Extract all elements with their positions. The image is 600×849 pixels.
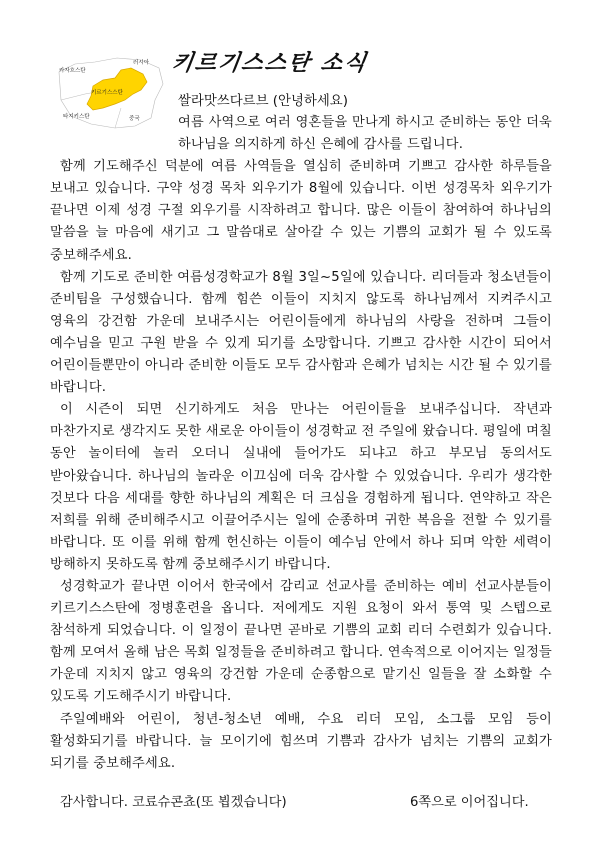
paragraph-vacation-bible-school: 함께 기도로 준비한 여름성경학교가 8월 3일~5일에 있습니다. 리더들과 청소년들이 준비팀을 구성했습니다. 함께 힘쓴 이들이 지치지 않도록 하나님께서 지켜주시고 영육의 강건함 가운데 보내주시는 어린이들에게 하나님의 사랑을 전하며 그들이 예수님을 믿고 구원 받을 수 있게 되기를 소망합니다. 기쁘고 감사한 시간이 되어서 어린이들뿐만이 아니라 준비한 이들도 모두 감사함과 은혜가 넘치는 시간 될 수 있기를 바랍니다. — [50, 269, 552, 396]
letter-body — [50, 112, 552, 775]
paragraph-bible-memorization: 함께 기도해주신 덕분에 여름 사역들을 열심히 준비하며 기쁘고 감사한 하루들을 보내고 있습니다. 구약 성경 목차 외우기가 8월에 있습니다. 이번 성경목차 외우기가 끝나면 이제 성경 구절 외우기를 시작하려고 합니다. 많은 이들이 참여하여 하나님의 말씀을 늘 마음에 새기고 그 말씀대로 살아갈 수 있는 기쁨의 교회가 될 수 있도록 중보해주세요. — [50, 159, 553, 263]
paragraph-new-children: 이 시즌이 되면 신기하게도 처음 만나는 어린이들을 보내주십니다. 작년과 마찬가지로 생각지도 못한 새로운 아이들이 성경학교 전 주일에 왔습니다. 평일에 며칠 동안 놀이터에 놀러 오더니 실내에 들어가도 되냐고 하고 부모님 동의서도 받아왔습니다. 하나님의 놀라운 이끄심에 더욱 감사할 수 있었습니다. 우리가 생각한 것보다 다음 세대를 향한 하나님의 계획은 더 크심을 경험하게 됩니다. 연약하고 작은 저희를 위해 준비해주시고 이끌어주시는 일에 순종하며 귀한 복음을 전할 수 있기를 바랍니다. 또 이를 위해 함께 헌신하는 이들이 예수님 안에서 하나 되며 악한 세력이 방해하지 못하도록 함께 중보해주시기 바랍니다. — [50, 402, 552, 572]
paragraph-missionary-training: 성경학교가 끝나면 이어서 한국에서 감리교 선교사를 준비하는 예비 선교사분들이 키르기스스탄에 정병훈련을 옵니다. 저에게도 지원 요청이 와서 통역 및 스텝으로 참석하게 되었습니다. 이 일정이 끝나면 곧바로 기쁨의 교회 리더 수련회가 있습니다. 함께 모여서 올해 남은 목회 일정들을 준비하려고 합니다. 연속적으로 이어지는 일정들 가운데 지치지 않고 영육의 강건함 가운데 순종함으로 맡기신 일들을 잘 소화할 수 있도록 기도해주시기 바랍니다. — [50, 578, 552, 705]
map-label-china: 중국 — [129, 116, 140, 122]
paragraph-intro: 여름 사역으로 여러 영혼들을 만나게 하시고 준비하는 동안 더욱 하나님을 의지하게 하신 은혜에 감사를 드립니다. — [178, 115, 552, 153]
map-label-russia: 러시아 — [133, 60, 149, 66]
map-label-kazakhstan: 카자흐스탄 — [59, 68, 86, 74]
paragraph-worship-ministries: 주일예배와 어린이, 청년-청소년 예배, 수요 리더 모임, 소그룹 모임 등이 활성화되기를 바랍니다. 늘 모이기에 힘쓰며 기쁨과 감사가 넘치는 기쁨의 교회가 되기를 중보해주세요. — [50, 711, 552, 771]
greeting-line: 쌀라맛쓰다르브 (안녕하세요) — [178, 94, 348, 109]
closing-line: 감사합니다. 코료슈콘쵸(또 뵙겠습니다) — [60, 795, 287, 810]
newsletter-title: 키르기스스탄 소식 — [169, 51, 370, 76]
map-label-tajikistan: 타지키스탄 — [63, 114, 90, 120]
continued-note: 6쪽으로 이어집니다. — [410, 795, 529, 810]
map-label-kyrgyzstan: 키르기스스탄 — [91, 90, 123, 96]
